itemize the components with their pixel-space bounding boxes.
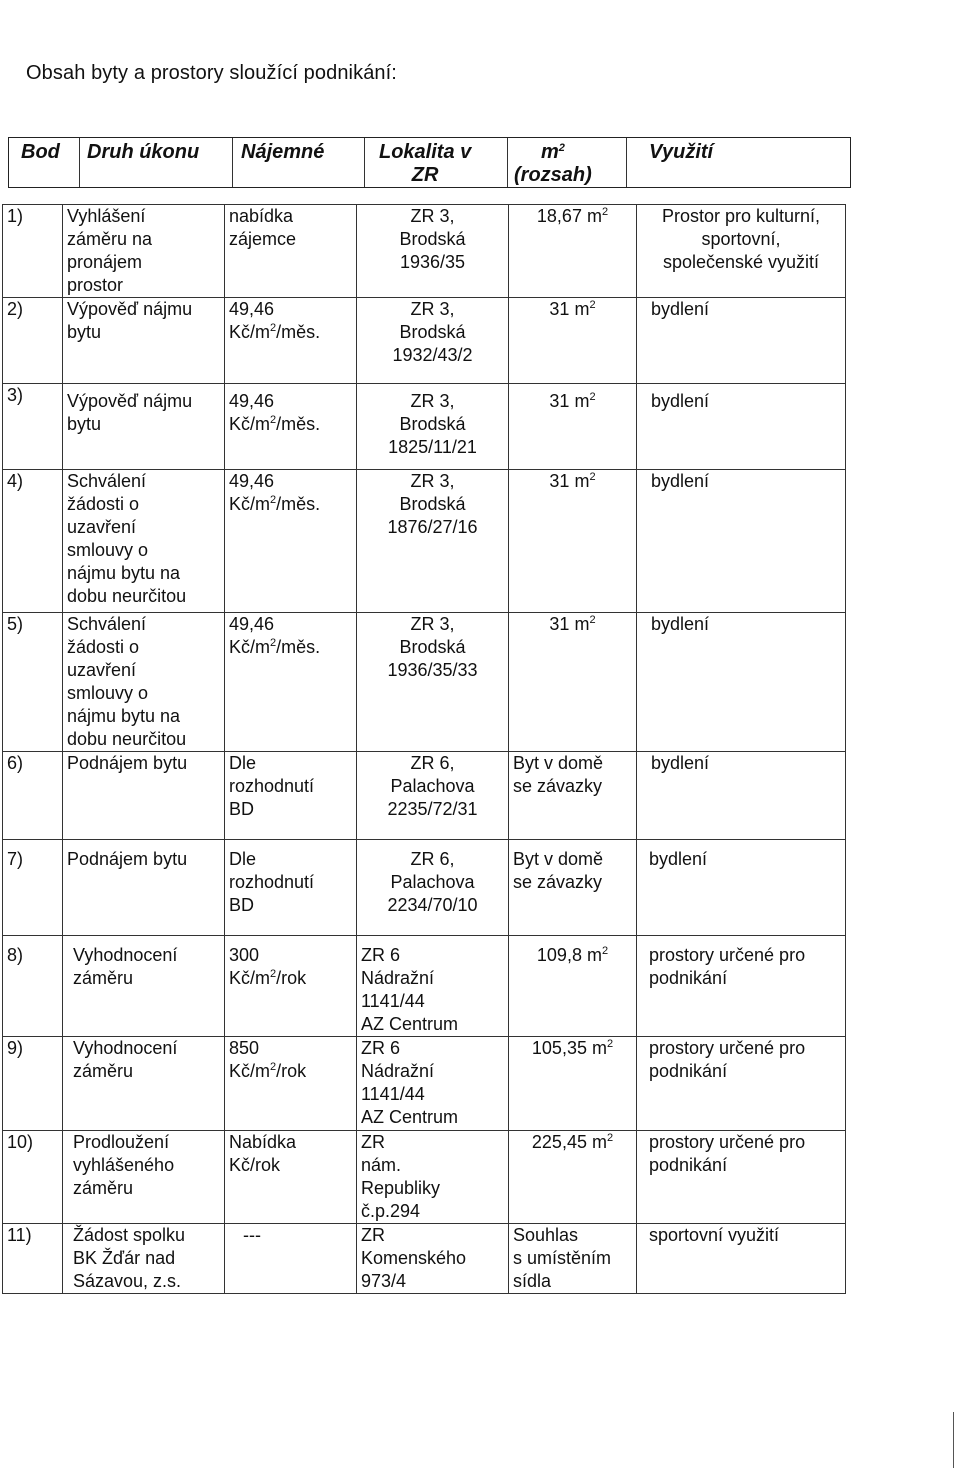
cell-najemne — [225, 613, 357, 752]
cell-lokalita: ZR 3, Brodská 1936/35 — [357, 205, 509, 298]
table-row — [3, 384, 846, 470]
rozsah-sup: 2 — [589, 471, 596, 483]
rozsah-value: 109,8 m — [536, 945, 602, 965]
cell-vyuziti: prostory určené pro podnikání — [637, 1131, 846, 1224]
najemne-unit: Kč/m — [229, 322, 271, 342]
cell-bod: 11) — [3, 1224, 63, 1294]
rozsah-sup: 2 — [589, 614, 596, 626]
scan-edge-line — [953, 1412, 954, 1468]
cell-vyuziti: bydlení — [637, 840, 846, 936]
najemne-unit: Kč/m — [229, 494, 271, 514]
cell-druh: Žádost spolku BK Žďár nad Sázavou, z.s. — [63, 1224, 225, 1294]
rozsah-value: 225,45 m — [531, 1132, 607, 1152]
najemne-amount: 49,46 — [229, 299, 275, 319]
table-row — [3, 1037, 846, 1131]
rozsah-sup: 2 — [606, 1038, 614, 1050]
najemne-sup: 2 — [270, 322, 277, 334]
header-rozsah-label: (rozsah) — [514, 164, 592, 186]
cell-najemne — [225, 470, 357, 613]
cell-rozsah: Souhlas s umístěním sídla — [509, 1224, 637, 1294]
table-row — [3, 298, 846, 384]
cell-najemne: nabídka zájemce — [225, 205, 357, 298]
rozsah-sup: 2 — [606, 1132, 614, 1144]
table-header — [8, 137, 851, 188]
cell-druh: Schválení žádosti o uzavření smlouvy o nájmu bytu na dobu neurčitou — [63, 613, 225, 752]
header-lokalita — [379, 141, 471, 187]
table-row — [3, 936, 846, 1037]
cell-bod: 9) — [3, 1037, 63, 1131]
cell-bod: 10) — [3, 1131, 63, 1224]
cell-vyuziti: bydlení — [637, 752, 846, 840]
table-row — [3, 752, 846, 840]
cell-rozsah — [509, 613, 637, 752]
header-lokalita-line1: Lokalita v — [379, 141, 472, 163]
header-m-sup: 2 — [558, 142, 565, 154]
header-vyuziti: Využití — [649, 141, 714, 163]
cell-lokalita: ZR nám. Republiky č.p.294 — [357, 1131, 509, 1224]
table-row — [3, 470, 846, 613]
cell-vyuziti: bydlení — [637, 298, 846, 384]
cell-druh: Výpověď nájmu bytu — [63, 298, 225, 384]
cell-rozsah — [509, 298, 637, 384]
cell-rozsah — [509, 470, 637, 613]
cell-bod: 7) — [3, 840, 63, 936]
cell-rozsah — [509, 936, 637, 1037]
cell-najemne — [225, 298, 357, 384]
rozsah-sup: 2 — [589, 391, 596, 403]
najemne-sup: 2 — [270, 1061, 277, 1073]
table-row — [3, 613, 846, 752]
page-title: Obsah byty a prostory sloužící podnikání: — [26, 62, 397, 84]
najemne-amount: 850 — [229, 1038, 260, 1058]
cell-vyuziti: bydlení — [637, 470, 846, 613]
cell-druh: Vyhodnocení záměru — [63, 1037, 225, 1131]
header-druh: Druh úkonu — [87, 141, 200, 163]
rozsah-value: 105,35 m — [531, 1038, 607, 1058]
cell-bod: 1) — [3, 205, 63, 298]
najemne-period: /rok — [276, 1061, 307, 1081]
table-row — [3, 840, 846, 936]
cell-lokalita: ZR 6, Palachova 2234/70/10 — [357, 840, 509, 936]
table-row — [3, 1131, 846, 1224]
najemne-amount: 49,46 — [229, 471, 275, 491]
cell-lokalita: ZR Komenského 973/4 — [357, 1224, 509, 1294]
cell-vyuziti: bydlení — [637, 384, 846, 470]
cell-vyuziti: sportovní využití — [637, 1224, 846, 1294]
najemne-amount: 49,46 — [229, 391, 275, 411]
header-separator — [626, 138, 627, 187]
cell-bod: 6) — [3, 752, 63, 840]
cell-najemne: Nabídka Kč/rok — [225, 1131, 357, 1224]
cell-bod: 2) — [3, 298, 63, 384]
cell-druh: Prodloužení vyhlášeného záměru — [63, 1131, 225, 1224]
cell-lokalita: ZR 6 Nádražní 1141/44 AZ Centrum — [357, 1037, 509, 1131]
najemne-unit: Kč/m — [229, 968, 271, 988]
cell-lokalita: ZR 6, Palachova 2235/72/31 — [357, 752, 509, 840]
rozsah-value: 31 m — [549, 471, 590, 491]
cell-rozsah — [509, 205, 637, 298]
najemne-unit: Kč/m — [229, 1061, 271, 1081]
cell-najemne: Dle rozhodnutí BD — [225, 752, 357, 840]
cell-bod: 3) — [3, 384, 63, 470]
cell-najemne: --- — [225, 1224, 357, 1294]
header-lokalita-line2: ZR — [411, 164, 439, 186]
table-row — [3, 1224, 846, 1294]
content-table — [2, 204, 846, 1294]
rozsah-sup: 2 — [601, 945, 609, 957]
najemne-period: /měs. — [276, 637, 321, 657]
header-najemne: Nájemné — [241, 141, 325, 163]
cell-najemne — [225, 384, 357, 470]
rozsah-value: 18,67 m — [536, 206, 602, 226]
cell-bod: 8) — [3, 936, 63, 1037]
najemne-sup: 2 — [270, 414, 277, 426]
rozsah-value: 31 m — [549, 391, 590, 411]
header-separator — [79, 138, 80, 187]
header-rozsah — [514, 141, 592, 187]
cell-druh: Vyhlášení záměru na pronájem prostor — [63, 205, 225, 298]
cell-vyuziti: Prostor pro kulturní, sportovní, společenské využití — [637, 205, 846, 298]
cell-rozsah — [509, 1037, 637, 1131]
cell-najemne — [225, 1037, 357, 1131]
cell-vyuziti: prostory určené pro podnikání — [637, 1037, 846, 1131]
najemne-sup: 2 — [270, 968, 277, 980]
najemne-amount: 300 — [229, 945, 260, 965]
cell-rozsah: Byt v domě se závazky — [509, 840, 637, 936]
cell-najemne: Dle rozhodnutí BD — [225, 840, 357, 936]
cell-najemne — [225, 936, 357, 1037]
cell-rozsah — [509, 384, 637, 470]
header-bod: Bod — [21, 141, 60, 163]
table-row — [3, 205, 846, 298]
najemne-unit: Kč/m — [229, 414, 271, 434]
cell-bod: 5) — [3, 613, 63, 752]
cell-bod: 4) — [3, 470, 63, 613]
rozsah-value: 31 m — [549, 614, 590, 634]
rozsah-value: 31 m — [549, 299, 590, 319]
cell-druh: Podnájem bytu — [63, 752, 225, 840]
header-separator — [507, 138, 508, 187]
rozsah-sup: 2 — [601, 206, 609, 218]
najemne-sup: 2 — [270, 494, 277, 506]
cell-vyuziti: prostory určené pro podnikání — [637, 936, 846, 1037]
header-separator — [364, 138, 365, 187]
cell-druh: Schválení žádosti o uzavření smlouvy o nájmu bytu na dobu neurčitou — [63, 470, 225, 613]
header-separator — [232, 138, 233, 187]
najemne-sup: 2 — [270, 637, 277, 649]
najemne-amount: 49,46 — [229, 614, 275, 634]
cell-lokalita: ZR 3, Brodská 1825/11/21 — [357, 384, 509, 470]
rozsah-sup: 2 — [589, 299, 596, 311]
header-m-unit: m — [540, 141, 559, 163]
cell-druh: Vyhodnocení záměru — [63, 936, 225, 1037]
najemne-unit: Kč/m — [229, 637, 271, 657]
najemne-period: /měs. — [276, 414, 321, 434]
cell-lokalita: ZR 6 Nádražní 1141/44 AZ Centrum — [357, 936, 509, 1037]
cell-druh: Podnájem bytu — [63, 840, 225, 936]
cell-rozsah: Byt v domě se závazky — [509, 752, 637, 840]
najemne-period: /měs. — [276, 322, 321, 342]
cell-lokalita: ZR 3, Brodská 1876/27/16 — [357, 470, 509, 613]
najemne-period: /měs. — [276, 494, 321, 514]
cell-lokalita: ZR 3, Brodská 1936/35/33 — [357, 613, 509, 752]
cell-lokalita: ZR 3, Brodská 1932/43/2 — [357, 298, 509, 384]
cell-druh: Výpověď nájmu bytu — [63, 384, 225, 470]
cell-vyuziti: bydlení — [637, 613, 846, 752]
najemne-period: /rok — [276, 968, 307, 988]
cell-rozsah — [509, 1131, 637, 1224]
